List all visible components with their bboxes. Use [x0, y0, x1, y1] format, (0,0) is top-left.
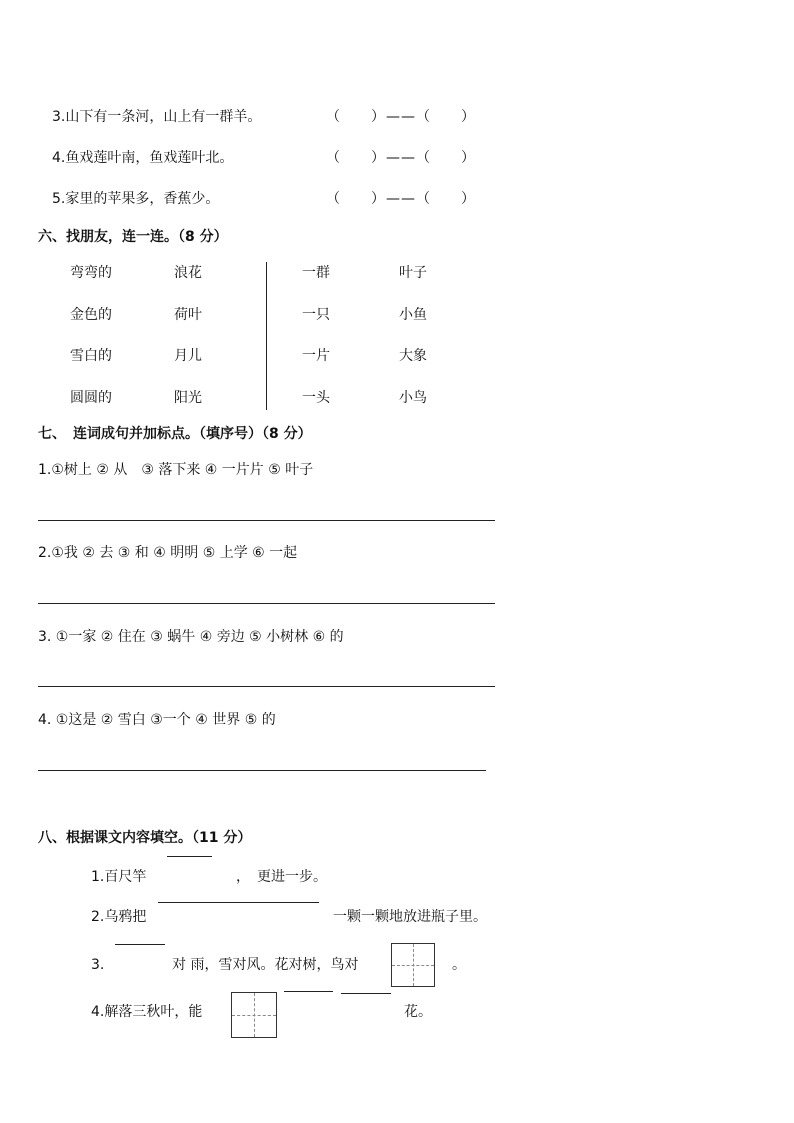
fill-blank-suffix: 花。	[404, 1004, 432, 1020]
section8-title: 八、根据课文内容填空。（11 分）	[38, 830, 252, 846]
match-word[interactable]: 圆圆的	[70, 390, 112, 406]
fill-blank-suffix: ， 更进一步。	[236, 869, 327, 885]
answer-line[interactable]	[38, 520, 495, 521]
sentence-text: 4.鱼戏莲叶南，鱼戏莲叶北。	[52, 150, 234, 166]
fill-blank-line[interactable]	[167, 856, 212, 857]
tianzige-box[interactable]	[391, 943, 435, 987]
match-word[interactable]: 叶子	[399, 265, 427, 281]
match-word[interactable]: 一片	[302, 348, 330, 364]
match-word[interactable]: 小鸟	[399, 390, 427, 406]
fill-blank-line[interactable]	[284, 991, 333, 992]
fill-blank-prefix: 3.	[91, 957, 105, 973]
match-word[interactable]: 大象	[399, 348, 427, 364]
word-order-item: 3. ①一家 ② 住在 ③ 蜗牛 ④ 旁边 ⑤ 小树林 ⑥ 的	[38, 629, 344, 645]
match-word[interactable]: 月儿	[174, 348, 202, 364]
sentence-text: 3.山下有一条河，山上有一群羊。	[52, 109, 262, 125]
word-order-item: 1.①树上 ② 从 ③ 落下来 ④ 一片片 ⑤ 叶子	[38, 462, 314, 478]
match-word[interactable]: 小鱼	[399, 307, 427, 323]
match-word[interactable]: 浪花	[174, 265, 202, 281]
section7-title: 七、 连词成句并加标点。（填序号）（8 分）	[38, 426, 312, 442]
answer-pattern: （ ）——（ ）	[326, 191, 476, 207]
fill-blank-line[interactable]	[341, 993, 391, 994]
answer-pattern: （ ）——（ ）	[326, 150, 476, 166]
answer-line[interactable]	[38, 686, 495, 687]
answer-pattern: （ ）——（ ）	[326, 109, 476, 125]
answer-line[interactable]	[38, 770, 486, 771]
sentence-text: 5.家里的苹果多，香蕉少。	[52, 191, 220, 207]
match-word[interactable]: 一头	[302, 390, 330, 406]
match-word[interactable]: 阳光	[174, 390, 202, 406]
answer-line[interactable]	[38, 603, 495, 604]
word-order-item: 2.①我 ② 去 ③ 和 ④ 明明 ⑤ 上学 ⑥ 一起	[38, 545, 298, 561]
match-word[interactable]: 雪白的	[70, 348, 112, 364]
fill-blank-prefix: 1.百尺竿	[91, 869, 147, 885]
fill-blank-prefix: 2.乌鸦把	[91, 909, 147, 925]
match-word[interactable]: 金色的	[70, 307, 112, 323]
section6-title: 六、找朋友，连一连。（8 分）	[38, 229, 228, 245]
match-word[interactable]: 一群	[302, 265, 330, 281]
word-order-item: 4. ①这是 ② 雪白 ③一个 ④ 世界 ⑤ 的	[38, 712, 276, 728]
match-word[interactable]: 弯弯的	[70, 265, 112, 281]
match-word[interactable]: 荷叶	[174, 307, 202, 323]
fill-blank-line[interactable]	[158, 902, 319, 903]
fill-blank-suffix: 一颗一颗地放进瓶子里。	[333, 909, 487, 925]
tianzige-box[interactable]	[231, 992, 277, 1038]
match-word[interactable]: 一只	[302, 307, 330, 323]
fill-blank-line[interactable]	[115, 944, 165, 945]
fill-blank-middle: 对 雨，雪对风。花对树，鸟对	[172, 957, 359, 973]
matching-divider	[266, 262, 267, 410]
fill-blank-prefix: 4.解落三秋叶，能	[91, 1004, 203, 1020]
fill-blank-suffix: 。	[452, 957, 466, 973]
